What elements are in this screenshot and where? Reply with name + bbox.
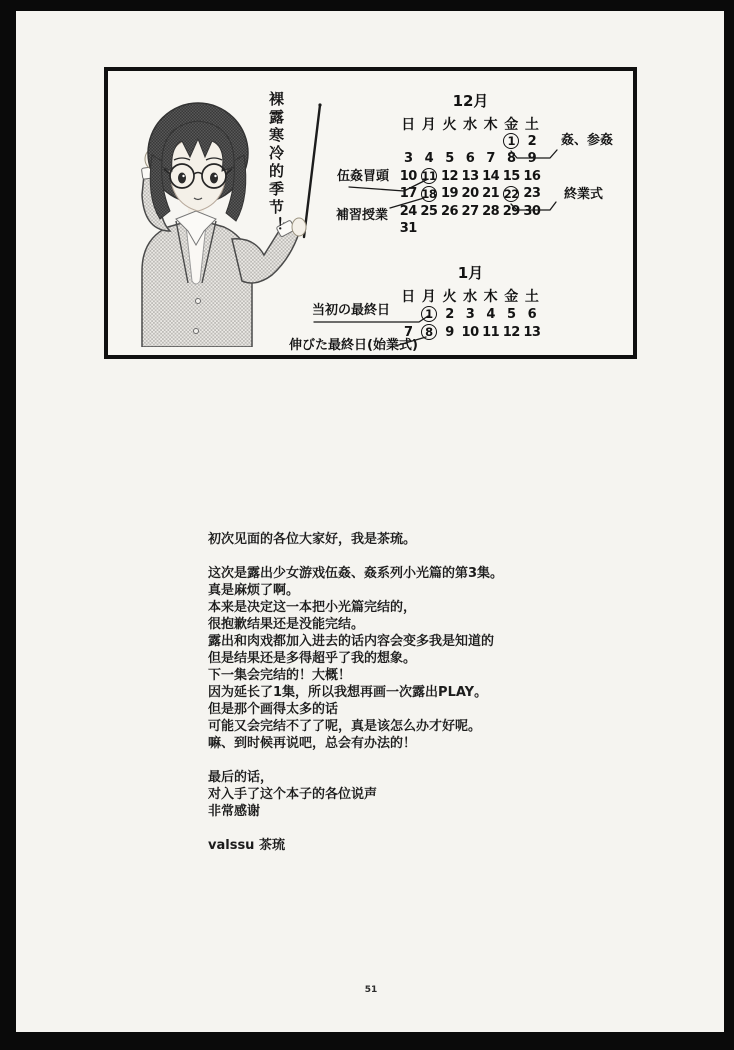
calendar-weekday: 火	[442, 289, 457, 305]
calendar-day	[439, 220, 460, 238]
calendar-day: 27	[461, 203, 479, 219]
jacket-button	[196, 299, 201, 304]
calendar-day: 12	[440, 168, 459, 184]
calendar-day: 4	[424, 151, 434, 167]
afterword-line: 最后的话，	[208, 770, 274, 785]
calendar-title: 12月	[452, 92, 489, 110]
calendar-weekday: 土	[524, 116, 539, 133]
calendar-weekday: 金	[504, 289, 519, 305]
annotation-label: 当初の最終日	[312, 303, 391, 318]
calendar-day: 30	[523, 203, 541, 219]
jacket-button	[194, 329, 199, 334]
circled-day: 1	[421, 306, 437, 322]
calendar-january	[398, 263, 543, 341]
calendar-day: 2	[445, 306, 454, 322]
calendar-day: 7	[486, 151, 495, 167]
calendar-day: 12	[502, 324, 520, 340]
afterword-line: 因为延长了1集，所以我想再画一次露出PLAY。	[208, 685, 488, 700]
calendar-day: 10	[399, 168, 417, 184]
calendar-weekday: 火	[442, 116, 457, 133]
calendar-day: 7	[404, 324, 413, 340]
annotation-label: 姦、参姦	[561, 133, 614, 148]
afterword-line	[208, 752, 668, 769]
calendar-day	[419, 305, 440, 323]
calendar-weekday: 日	[401, 289, 416, 305]
calendar-day	[439, 133, 460, 151]
calendar-day	[522, 220, 543, 238]
calendar-weekday: 水	[463, 289, 478, 305]
head	[148, 103, 248, 221]
calendar-day: 3	[465, 306, 475, 322]
calendar-day	[419, 133, 440, 151]
annotation-label: 補習授業	[336, 208, 389, 223]
calendar-day: 9	[527, 151, 537, 167]
calendar-day: 6	[527, 306, 537, 322]
calendar-day: 25	[420, 203, 438, 219]
calendar-weekday: 水	[463, 116, 478, 133]
afterword-line: 真是麻烦了啊。	[208, 583, 300, 598]
afterword-line: 嘛、到时候再说吧，总会有办法的！	[208, 736, 417, 751]
calendar-weekday: 木	[483, 289, 498, 305]
calendar-day: 19	[440, 186, 459, 202]
calendar-day: 3	[404, 151, 413, 167]
page-number: 51	[364, 985, 378, 995]
calendar-day	[398, 133, 419, 151]
calendar-title: 1月	[457, 264, 484, 282]
panel-vertical-caption: 裸露寒冷的季节！	[267, 91, 285, 235]
calendar-day: 24	[399, 203, 417, 219]
afterword-line: valssu 茶琉	[208, 838, 285, 853]
afterword-line: 非常感谢	[208, 804, 261, 819]
calendar-weekday: 月	[421, 116, 436, 133]
calendar-day: 2	[527, 133, 537, 149]
calendar-day: 17	[399, 186, 417, 202]
calendar-weekday: 土	[524, 289, 539, 305]
annotation-label: 伸びた最終日(始業式)	[289, 338, 418, 353]
afterword-line	[208, 820, 668, 837]
calendar-day: 16	[523, 168, 541, 184]
circled-day: 22	[503, 186, 519, 201]
calendar-day	[501, 185, 522, 203]
calendar-day	[419, 168, 440, 186]
afterword-line: 对入手了这个本子的各位说声	[208, 787, 378, 802]
calendar-grid	[398, 287, 543, 341]
calendar-day	[398, 305, 419, 323]
calendar-day	[480, 220, 501, 238]
calendar-day: 9	[445, 324, 454, 340]
calendar-day: 26	[440, 203, 459, 219]
calendar-day: 31	[399, 221, 417, 237]
calendar-day: 29	[502, 203, 520, 219]
calendar-day: 8	[506, 151, 516, 167]
afterword-line: 本来是决定这一本把小光篇完结的，	[208, 600, 417, 615]
calendar-day	[419, 323, 440, 341]
calendar-day: 13	[523, 324, 541, 340]
circled-day: 11	[421, 169, 437, 184]
paper-sheet	[16, 11, 724, 1032]
calendar-day	[501, 133, 522, 151]
calendar-day: 4	[486, 306, 495, 322]
calendar-day: 23	[523, 186, 541, 202]
afterword-line: 很抱歉结果还是没能完结。	[208, 617, 365, 632]
calendar-day: 5	[506, 306, 516, 322]
afterword-line: 这次是露出少女游戏伍姦、姦系列小光篇的第3集。	[208, 566, 504, 581]
pointer-stick	[304, 103, 322, 237]
afterword-line: 但是那个画得太多的话	[208, 702, 339, 717]
calendar-day: 13	[461, 168, 479, 184]
calendar-day: 21	[482, 186, 500, 202]
calendar-weekday: 金	[504, 116, 519, 133]
calendar-day: 10	[461, 324, 479, 340]
calendar-day	[419, 185, 440, 203]
calendar-december	[398, 91, 543, 238]
calendar-day: 5	[445, 151, 454, 167]
calendar-day: 14	[482, 168, 500, 184]
annotation-label: 伍姦冒頭	[337, 169, 390, 184]
afterword-line: 下一集会完结的！大概！	[208, 668, 352, 683]
afterword-line: 可能又会完结不了了呢，真是该怎么办才好呢。	[208, 719, 482, 734]
calendar-day: 20	[461, 186, 479, 202]
calendar-weekday: 日	[401, 116, 416, 133]
circled-day: 1	[503, 133, 519, 149]
teacher-illustration	[108, 79, 338, 347]
annotation-label: 終業式	[564, 187, 604, 202]
calendar-day	[501, 220, 522, 238]
afterword-line: 露出和肉戏都加入进去的话内容会变多我是知道的	[208, 634, 495, 649]
calendar-day	[460, 133, 481, 151]
circled-day: 8	[421, 324, 437, 340]
calendar-day	[419, 220, 440, 238]
afterword	[208, 531, 668, 854]
calendar-day: 28	[482, 203, 500, 219]
afterword-line	[208, 548, 668, 565]
calendar-day: 15	[502, 168, 520, 184]
afterword-line: 初次见面的各位大家好，我是茶琉。	[208, 532, 417, 547]
circled-day: 18	[421, 186, 437, 201]
calendar-weekday: 木	[483, 116, 498, 133]
calendar-day	[460, 220, 481, 238]
comic-panel	[104, 67, 637, 359]
calendar-grid	[398, 115, 543, 238]
calendar-day: 6	[465, 151, 475, 167]
right-hand	[292, 218, 306, 236]
calendar-day: 11	[482, 324, 500, 340]
calendar-day	[480, 133, 501, 151]
afterword-line: 但是结果还是多得超乎了我的想象。	[208, 651, 417, 666]
calendar-weekday: 月	[421, 289, 436, 305]
